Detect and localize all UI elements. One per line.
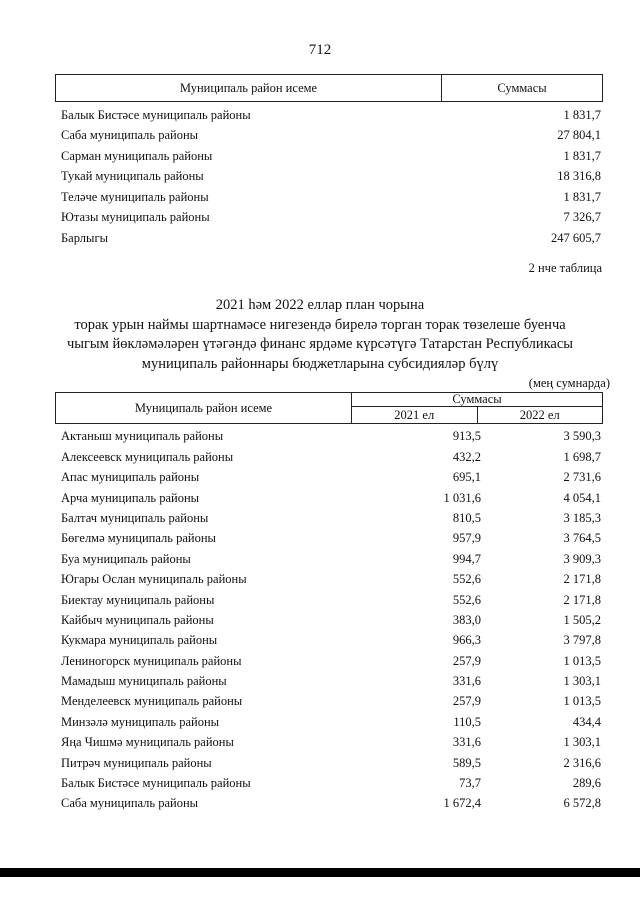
district-name: Питрәч муниципаль районы <box>61 755 212 770</box>
sum-2021: 383,0 <box>452 612 481 627</box>
district-name: Минзәлә муниципаль районы <box>61 714 220 729</box>
table-row <box>55 689 603 709</box>
sum-2021: 1 031,6 <box>443 490 481 505</box>
table-row <box>55 587 603 607</box>
column-header-2022: 2022 ел <box>519 408 560 422</box>
table-1-body <box>55 102 603 246</box>
title-line: чыгым йөкләмәләрен үтәгәндә финанс ярдәме күрсәтүгә Татарстан Республикасы <box>66 336 574 352</box>
sum-2022: 434,4 <box>572 714 601 729</box>
district-name: Мамадыш муниципаль районы <box>61 674 227 689</box>
table-row <box>55 184 603 205</box>
sum-2022: 3 185,3 <box>563 510 601 525</box>
table-2-title <box>0 296 640 374</box>
sum-2022: 2 171,8 <box>563 572 601 587</box>
district-name: Арча муниципаль районы <box>61 490 200 505</box>
sum-2022: 4 054,1 <box>563 490 601 505</box>
table-row <box>55 730 603 750</box>
district-name: Югары Ослан муниципаль районы <box>61 572 247 587</box>
sum-2022: 1 013,5 <box>563 694 601 709</box>
sum-2022: 2 316,6 <box>563 755 601 770</box>
table-row <box>55 424 603 444</box>
table-row <box>55 102 603 123</box>
table-row <box>55 648 603 668</box>
sum-2021: 966,3 <box>452 633 481 648</box>
district-sum: 7 326,7 <box>563 210 601 224</box>
unit-note: (мең сумнарда) <box>528 376 610 390</box>
table-row <box>55 567 603 587</box>
table-row <box>55 465 603 485</box>
district-sum: 18 316,8 <box>557 169 601 183</box>
district-name: Апас муниципаль районы <box>61 470 200 485</box>
page-bottom-bar <box>0 868 640 877</box>
sum-2022: 3 764,5 <box>563 531 601 546</box>
title-line: торак урын наймы шартнамәсе нигезендә бирелә торган торак төзелеше буенча <box>74 316 566 333</box>
table-row <box>55 485 603 505</box>
column-header-sum: Суммасы <box>352 393 602 407</box>
sum-2022: 1 303,1 <box>563 735 601 750</box>
district-sum: 1 831,7 <box>563 107 601 122</box>
district-name: Ютазы муниципаль районы <box>61 210 210 224</box>
sum-2021: 257,9 <box>452 653 481 668</box>
district-name: Яңа Чишмә муниципаль районы <box>61 735 234 750</box>
sum-2021: 110,5 <box>453 714 481 729</box>
table-caption: 2 нче таблица <box>528 261 602 275</box>
district-name: Балтач муниципаль районы <box>61 510 209 525</box>
district-name: Саба муниципаль районы <box>61 796 199 811</box>
sum-2021: 552,6 <box>452 592 481 607</box>
district-name: Теләче муниципаль районы <box>61 189 209 204</box>
table-1-header <box>55 74 603 102</box>
table-2-header <box>55 392 603 424</box>
district-name: Биектау муниципаль районы <box>61 592 215 607</box>
sum-2021: 695,1 <box>452 470 481 485</box>
sum-2021: 957,9 <box>452 531 481 546</box>
district-name: Тукай муниципаль районы <box>61 169 204 183</box>
district-sum: 1 831,7 <box>563 189 601 204</box>
sum-2022: 1 303,1 <box>563 674 601 689</box>
title-line: муниципаль районнары бюджетларына субсидияләр бүлү <box>141 355 499 372</box>
sum-2021: 994,7 <box>452 551 481 566</box>
table-row <box>55 205 603 226</box>
sum-2021: 432,2 <box>452 449 481 464</box>
district-name: Лениногорск муниципаль районы <box>61 653 242 668</box>
sum-2021: 589,5 <box>452 755 481 770</box>
sum-2021: 1 672,4 <box>443 796 481 811</box>
table-row <box>55 164 603 185</box>
year-headers <box>352 407 602 423</box>
district-sum: 27 804,1 <box>557 128 601 142</box>
sum-2021: 913,5 <box>452 429 481 444</box>
district-sum: 247 605,7 <box>551 230 601 245</box>
table-row <box>55 444 603 464</box>
district-name: Барлыгы <box>61 230 108 245</box>
district-name: Саба муниципаль районы <box>61 128 199 142</box>
table-row <box>55 750 603 770</box>
district-name: Бөгелмә муниципаль районы <box>61 531 216 546</box>
table-row <box>55 546 603 566</box>
column-group-sum <box>352 393 602 423</box>
sum-2022: 2 731,6 <box>563 470 601 485</box>
sum-2022: 3 909,3 <box>563 551 601 566</box>
district-name: Сарман муниципаль районы <box>61 148 213 163</box>
district-sum: 1 831,7 <box>563 148 601 163</box>
sum-2021: 810,5 <box>452 510 481 525</box>
district-name: Актаныш муниципаль районы <box>61 429 224 444</box>
column-header-district: Муниципаль район исеме <box>56 393 352 423</box>
district-name: Балык Бистәсе муниципаль районы <box>61 776 251 791</box>
table-row <box>55 123 603 144</box>
page-number: 712 <box>308 42 332 58</box>
column-header-2021: 2021 ел <box>352 407 478 423</box>
sum-2022: 1 698,7 <box>563 449 601 464</box>
table-row <box>55 608 603 628</box>
district-name: Кукмара муниципаль районы <box>61 633 218 648</box>
sum-2022: 3 590,3 <box>563 429 601 444</box>
table-row <box>55 669 603 689</box>
table-row <box>55 526 603 546</box>
title-line: 2021 һәм 2022 еллар план чорына <box>215 297 425 313</box>
table-row <box>55 709 603 729</box>
column-header-sum: Суммасы <box>497 81 547 95</box>
sum-2021: 73,7 <box>459 776 481 791</box>
sum-2022: 289,6 <box>572 776 601 791</box>
table-2 <box>55 392 603 811</box>
sum-2021: 331,6 <box>452 674 481 689</box>
sum-2022: 1 505,2 <box>563 612 601 627</box>
sum-2021: 331,6 <box>452 735 481 750</box>
table-row <box>55 628 603 648</box>
sum-2022: 3 797,8 <box>563 633 601 648</box>
district-name: Кайбыч муниципаль районы <box>61 612 214 627</box>
table-row <box>55 143 603 164</box>
district-name: Балык Бистәсе муниципаль районы <box>61 107 251 122</box>
district-name: Менделеевск муниципаль районы <box>61 694 243 709</box>
table-2-body <box>55 424 603 811</box>
table-row <box>55 225 603 246</box>
sum-2021: 257,9 <box>452 694 481 709</box>
table-row <box>55 506 603 526</box>
column-header-district: Муниципаль район исеме <box>56 75 442 101</box>
table-row <box>55 791 603 811</box>
table-1 <box>55 74 603 246</box>
table-row <box>55 771 603 791</box>
sum-2022: 6 572,8 <box>563 796 601 811</box>
sum-2022: 1 013,5 <box>563 653 601 668</box>
district-name: Алексеевск муниципаль районы <box>61 449 234 464</box>
district-name: Буа муниципаль районы <box>61 551 191 566</box>
sum-2021: 552,6 <box>452 572 481 587</box>
sum-2022: 2 171,8 <box>563 592 601 607</box>
